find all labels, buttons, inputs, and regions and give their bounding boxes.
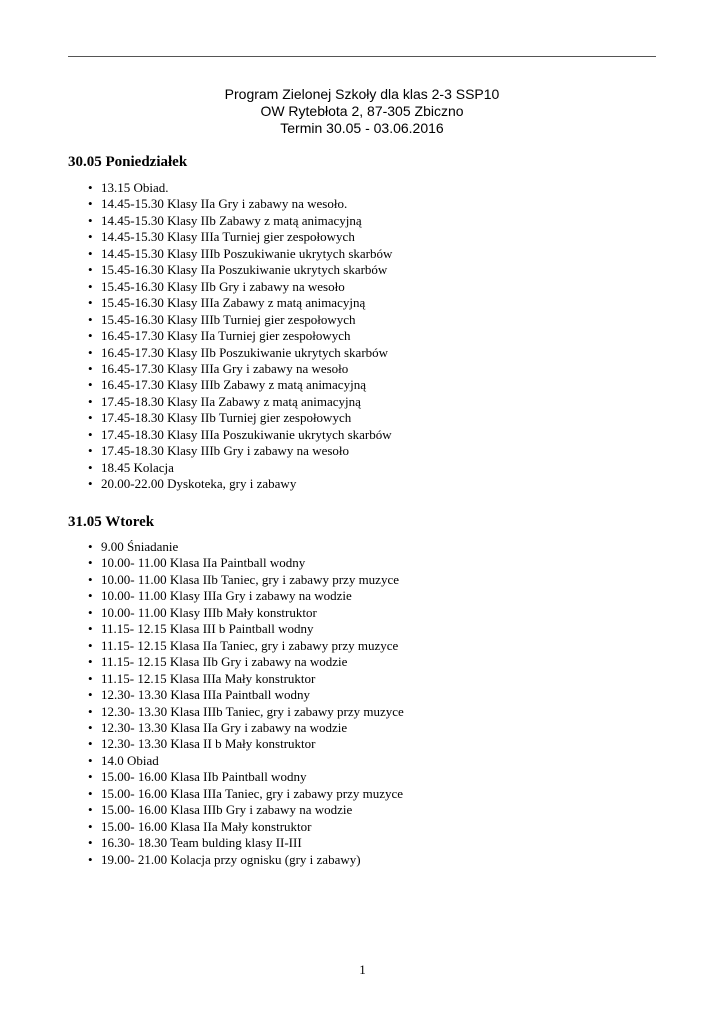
schedule-item: • 13.15 Obiad.	[88, 180, 392, 196]
schedule-item: • 9.00 Śniadanie	[88, 539, 404, 555]
schedule-item: • 15.45-16.30 Klasy IIa Poszukiwanie ukrytych skarbów	[88, 262, 392, 278]
schedule-item: • 15.45-16.30 Klasy IIb Gry i zabawy na wesoło	[88, 279, 392, 295]
schedule-item: • 16.30- 18.30 Team bulding klasy II-III	[88, 835, 404, 851]
schedule-item: • 18.45 Kolacja	[88, 460, 392, 476]
schedule-item: • 15.00- 16.00 Klasa IIa Mały konstruktor	[88, 819, 404, 835]
title-line-program: Program Zielonej Szkoły dla klas 2-3 SSP10	[224, 86, 500, 102]
schedule-item: • 17.45-18.30 Klasy IIIb Gry i zabawy na wesoło	[88, 443, 392, 459]
schedule-item: • 19.00- 21.00 Kolacja przy ognisku (gry i zabawy)	[88, 852, 404, 868]
schedule-item: • 20.00-22.00 Dyskoteka, gry i zabawy	[88, 476, 392, 492]
schedule-item: • 12.30- 13.30 Klasa IIIa Paintball wodny	[88, 687, 404, 703]
schedule-item: • 15.00- 16.00 Klasa IIIb Gry i zabawy na wodzie	[88, 802, 404, 818]
schedule-item: • 14.45-15.30 Klasy IIb Zabawy z matą animacyjną	[88, 213, 392, 229]
schedule-item: • 17.45-18.30 Klasy IIIa Poszukiwanie ukrytych skarbów	[88, 427, 392, 443]
schedule-item: • 16.45-17.30 Klasy IIb Poszukiwanie ukrytych skarbów	[88, 345, 392, 361]
schedule-item: • 17.45-18.30 Klasy IIb Turniej gier zespołowych	[88, 410, 392, 426]
schedule-item: • 14.45-15.30 Klasy IIa Gry i zabawy na wesoło.	[88, 196, 392, 212]
schedule-item: • 10.00- 11.00 Klasy IIIa Gry i zabawy na wodzie	[88, 588, 404, 604]
page-number: 1	[359, 962, 366, 977]
schedule-item: • 11.15- 12.15 Klasa IIIa Mały konstruktor	[88, 671, 404, 687]
title-line-dates: Termin 30.05 - 03.06.2016	[280, 120, 444, 136]
schedule-item: • 17.45-18.30 Klasy IIa Zabawy z matą animacyjną	[88, 394, 392, 410]
schedule-item: • 16.45-17.30 Klasy IIIa Gry i zabawy na wesoło	[88, 361, 392, 377]
schedule-item: • 10.00- 11.00 Klasa IIa Paintball wodny	[88, 555, 404, 571]
schedule-item: • 14.0 Obiad	[88, 753, 404, 769]
schedule-item: • 11.15- 12.15 Klasa III b Paintball wodny	[88, 621, 404, 637]
schedule-item: • 14.45-15.30 Klasy IIIb Poszukiwanie ukrytych skarbów	[88, 246, 392, 262]
document-title	[68, 86, 656, 137]
schedule-item: • 12.30- 13.30 Klasa II b Mały konstruktor	[88, 736, 404, 752]
schedule-list-monday	[88, 180, 392, 493]
schedule-item: • 10.00- 11.00 Klasy IIIb Mały konstruktor	[88, 605, 404, 621]
title-line-address: OW Rytebłota 2, 87-305 Zbiczno	[260, 103, 464, 119]
schedule-item: • 11.15- 12.15 Klasa IIa Taniec, gry i zabawy przy muzyce	[88, 638, 404, 654]
schedule-item: • 15.45-16.30 Klasy IIIa Zabawy z matą animacyjną	[88, 295, 392, 311]
schedule-item: • 15.00- 16.00 Klasa IIIa Taniec, gry i zabawy przy muzyce	[88, 786, 404, 802]
schedule-item: • 15.00- 16.00 Klasa IIb Paintball wodny	[88, 769, 404, 785]
schedule-item: • 11.15- 12.15 Klasa IIb Gry i zabawy na wodzie	[88, 654, 404, 670]
schedule-item: • 14.45-15.30 Klasy IIIa Turniej gier zespołowych	[88, 229, 392, 245]
schedule-item: • 16.45-17.30 Klasy IIa Turniej gier zespołowych	[88, 328, 392, 344]
schedule-item: • 15.45-16.30 Klasy IIIb Turniej gier zespołowych	[88, 312, 392, 328]
schedule-list-tuesday	[88, 539, 404, 868]
schedule-item: • 16.45-17.30 Klasy IIIb Zabawy z matą animacyjną	[88, 377, 392, 393]
schedule-item: • 12.30- 13.30 Klasa IIa Gry i zabawy na wodzie	[88, 720, 404, 736]
top-rule	[68, 56, 656, 57]
schedule-item: • 10.00- 11.00 Klasa IIb Taniec, gry i zabawy przy muzyce	[88, 572, 404, 588]
section-heading-monday: 30.05 Poniedziałek	[68, 154, 188, 170]
section-heading-tuesday: 31.05 Wtorek	[68, 514, 155, 530]
schedule-item: • 12.30- 13.30 Klasa IIIb Taniec, gry i zabawy przy muzyce	[88, 704, 404, 720]
